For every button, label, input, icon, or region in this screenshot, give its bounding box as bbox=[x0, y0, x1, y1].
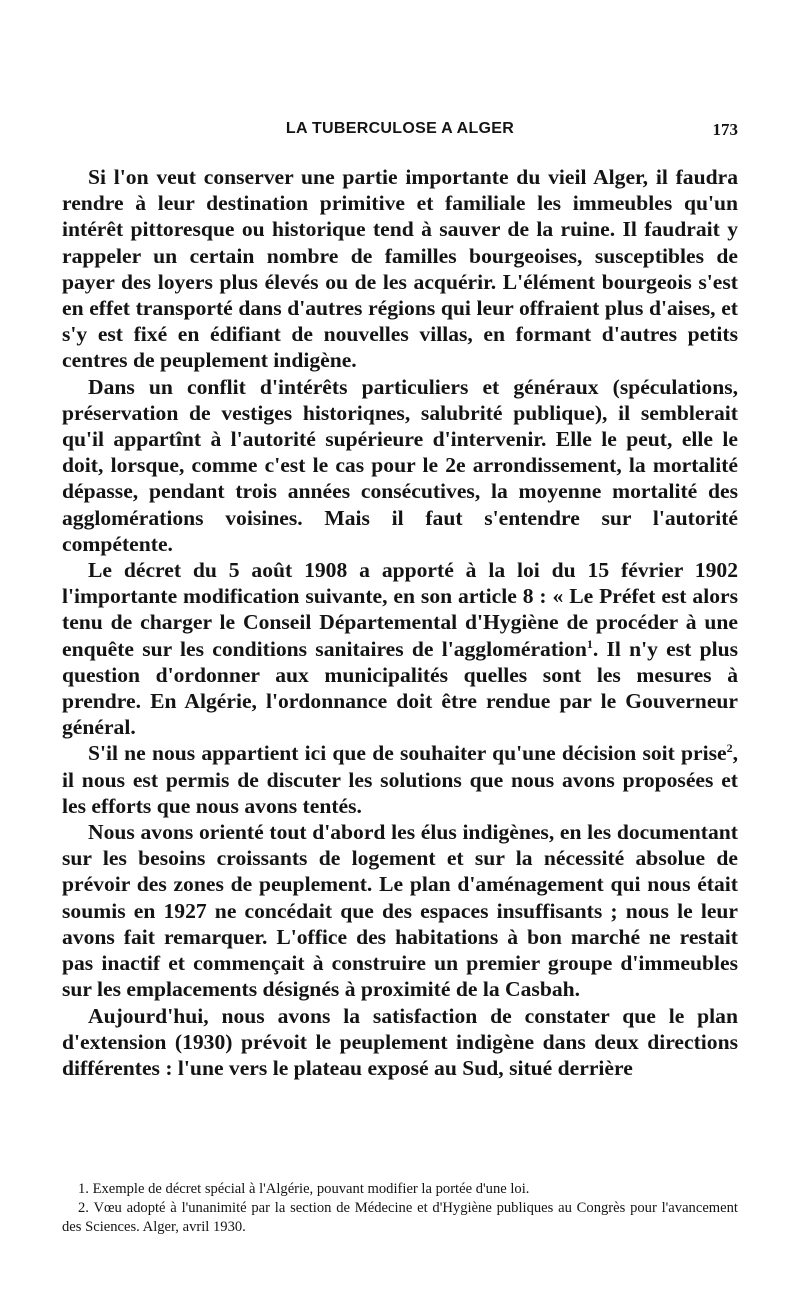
page-header bbox=[62, 120, 738, 144]
paragraph-4-text-b: , il nous est permis de discuter les solutions que nous avons proposées et les efforts que nous avons tentés. bbox=[62, 741, 738, 818]
paragraph-3-text-b: . Il n'y est plus question d'ordonner aux municipalités quelles sont les mesures à prendre. En Algérie, l'ordonnance doit être rendue par le Gouverneur général. bbox=[62, 636, 738, 740]
paragraph-5: Nous avons orienté tout d'abord les élus indigènes, en les documentant sur les besoins croissants de logement et sur la nécessité absolue de prévoir des zones de peuplement. Le plan d'aménagement qui nous était soumis en 1927 ne concédait que des espaces insuffisants ; nous le leur avons fait remarquer. L'office des habitations à bon marché ne restait pas inactif et commençait à construire un premier groupe d'immeubles sur les emplacements désignés à proximité de la Casbah. bbox=[62, 820, 738, 1002]
paragraph-3 bbox=[62, 557, 738, 740]
body-text bbox=[62, 164, 738, 1081]
paragraph-3-text-a: Le décret du 5 août 1908 a apporté à la loi du 15 février 1902 l'importante modification suivante, en son article 8 : « Le Préfet est alors tenu de charger le Conseil Départemental d'Hygiène de procéder à une enquête sur les conditions sanitaires de l'agglomération bbox=[62, 558, 738, 661]
page-number: 173 bbox=[712, 120, 738, 139]
footnote-ref-1: 1 bbox=[586, 636, 593, 651]
paragraph-6: Aujourd'hui, nous avons la satisfaction de constater que le plan d'extension (1930) prévoit le peuplement indigène dans deux directions différentes : l'une vers le plateau exposé au Sud, situé derrière bbox=[62, 1003, 738, 1080]
running-title: LA TUBERCULOSE A ALGER bbox=[285, 120, 515, 137]
paragraph-1: Si l'on veut conserver une partie importante du vieil Alger, il faudra rendre à leur destination primitive et familiale les immeubles qu'un intérêt pittoresque ou historique tend à sauver de la ruine. Il faudrait y rappeler un certain nombre de familles bourgeoises, susceptibles de payer des loyers plus élevés ou de les acquérir. L'élément bourgeois s'est en effet transporté dans d'autres régions qui leur offraient plus d'aises, et s'y est fixé en édifiant de nouvelles villas, en formant d'autres petits centres de peuplement indigène. bbox=[62, 165, 738, 373]
paragraph-4-text-a: S'il ne nous appartient ici que de souhaiter qu'une décision soit prise bbox=[88, 741, 727, 766]
footnote-1: 1. Exemple de décret spécial à l'Algérie, pouvant modifier la portée d'une loi. bbox=[78, 1181, 530, 1197]
paragraph-4 bbox=[62, 740, 738, 819]
footnote-ref-2: 2 bbox=[726, 741, 733, 756]
footnote-2: 2. Vœu adopté à l'unanimité par la section de Médecine et d'Hygiène publiques au Congrès pour l'avancement des Sciences. Alger, avril 1930. bbox=[62, 1200, 738, 1235]
footnotes bbox=[62, 1180, 738, 1237]
paragraph-2: Dans un conflit d'intérêts particuliers et généraux (spéculations, préservation de vestiges historiqnes, salubrité publique), il semblerait qu'il appartînt à l'autorité supérieure d'intervenir. Elle le peut, elle le doit, lorsque, comme c'est le cas pour le 2e arrondissement, la mortalité dépasse, pendant trois années consécutives, la moyenne mortalité des agglomérations voisines. Mais il faut s'entendre sur l'autorité compétente. bbox=[62, 374, 738, 556]
